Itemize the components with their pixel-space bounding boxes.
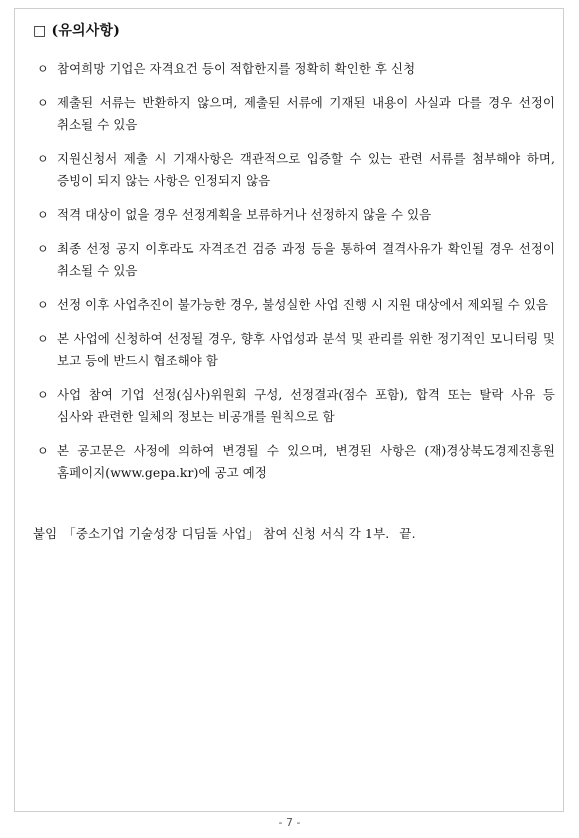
list-item xyxy=(33,148,555,192)
bullet-icon: ㅇ xyxy=(37,298,49,312)
list-item xyxy=(33,92,555,136)
bullet-icon: ㅇ xyxy=(37,388,49,402)
bullet-icon: ㅇ xyxy=(37,62,49,76)
bullet-icon: ㅇ xyxy=(37,242,49,256)
section-title: □ (유의사항) xyxy=(33,23,121,39)
list-item-text: 참여희망 기업은 자격요건 등이 적합한지를 정확히 확인한 후 신청 xyxy=(57,61,416,76)
list-item xyxy=(33,440,555,484)
attachment-body: 「중소기업 기술성장 디딤돌 사업」 참여 신청 서식 각 1부. xyxy=(63,526,390,541)
list-item xyxy=(33,204,555,226)
list-item-text: 선정 이후 사업추진이 불가능한 경우, 불성실한 사업 진행 시 지원 대상에서 제외될 수 있음 xyxy=(57,297,549,312)
notice-list xyxy=(33,58,555,496)
list-item xyxy=(33,294,555,316)
list-item-text: 최종 선정 공지 이후라도 자격조건 검증 과정 등을 통하여 결격사유가 확인될 경우 선정이 취소될 수 있음 xyxy=(57,241,555,278)
attachment-label: 붙임 xyxy=(33,526,58,541)
list-item xyxy=(33,384,555,428)
list-item-text: 본 공고문은 사정에 의하여 변경될 수 있으며, 변경된 사항은 (재)경상북도경제진흥원 홈페이지(www.gepa.kr)에 공고 예정 xyxy=(57,443,555,480)
list-item-text: 사업 참여 기업 선정(심사)위원회 구성, 선정결과(점수 포함), 합격 또는 탈락 사유 등 심사와 관련한 일체의 정보는 비공개를 원칙으로 함 xyxy=(57,387,555,424)
attachment-end: 끝. xyxy=(399,526,416,541)
list-item-text: 적격 대상이 없을 경우 선정계획을 보류하거나 선정하지 않을 수 있음 xyxy=(57,207,432,222)
page-number: - 7 - xyxy=(278,816,301,829)
list-item-text: 본 사업에 신청하여 선정될 경우, 향후 사업성과 분석 및 관리를 위한 정기적인 모니터링 및 보고 등에 반드시 협조해야 함 xyxy=(57,331,555,368)
bullet-icon: ㅇ xyxy=(37,152,49,166)
bullet-icon: ㅇ xyxy=(37,208,49,222)
list-item xyxy=(33,328,555,372)
list-item-text: 제출된 서류는 반환하지 않으며, 제출된 서류에 기재된 내용이 사실과 다를 경우 선정이 취소될 수 있음 xyxy=(57,95,555,132)
attachment-line xyxy=(33,524,416,542)
bullet-icon: ㅇ xyxy=(37,96,49,110)
list-item-text: 지원신청서 제출 시 기재사항은 객관적으로 입증할 수 있는 관련 서류를 첨부해야 하며, 증빙이 되지 않는 사항은 인정되지 않음 xyxy=(57,151,555,188)
list-item xyxy=(33,58,555,80)
list-item xyxy=(33,238,555,282)
bullet-icon: ㅇ xyxy=(37,444,49,458)
bullet-icon: ㅇ xyxy=(37,332,49,346)
